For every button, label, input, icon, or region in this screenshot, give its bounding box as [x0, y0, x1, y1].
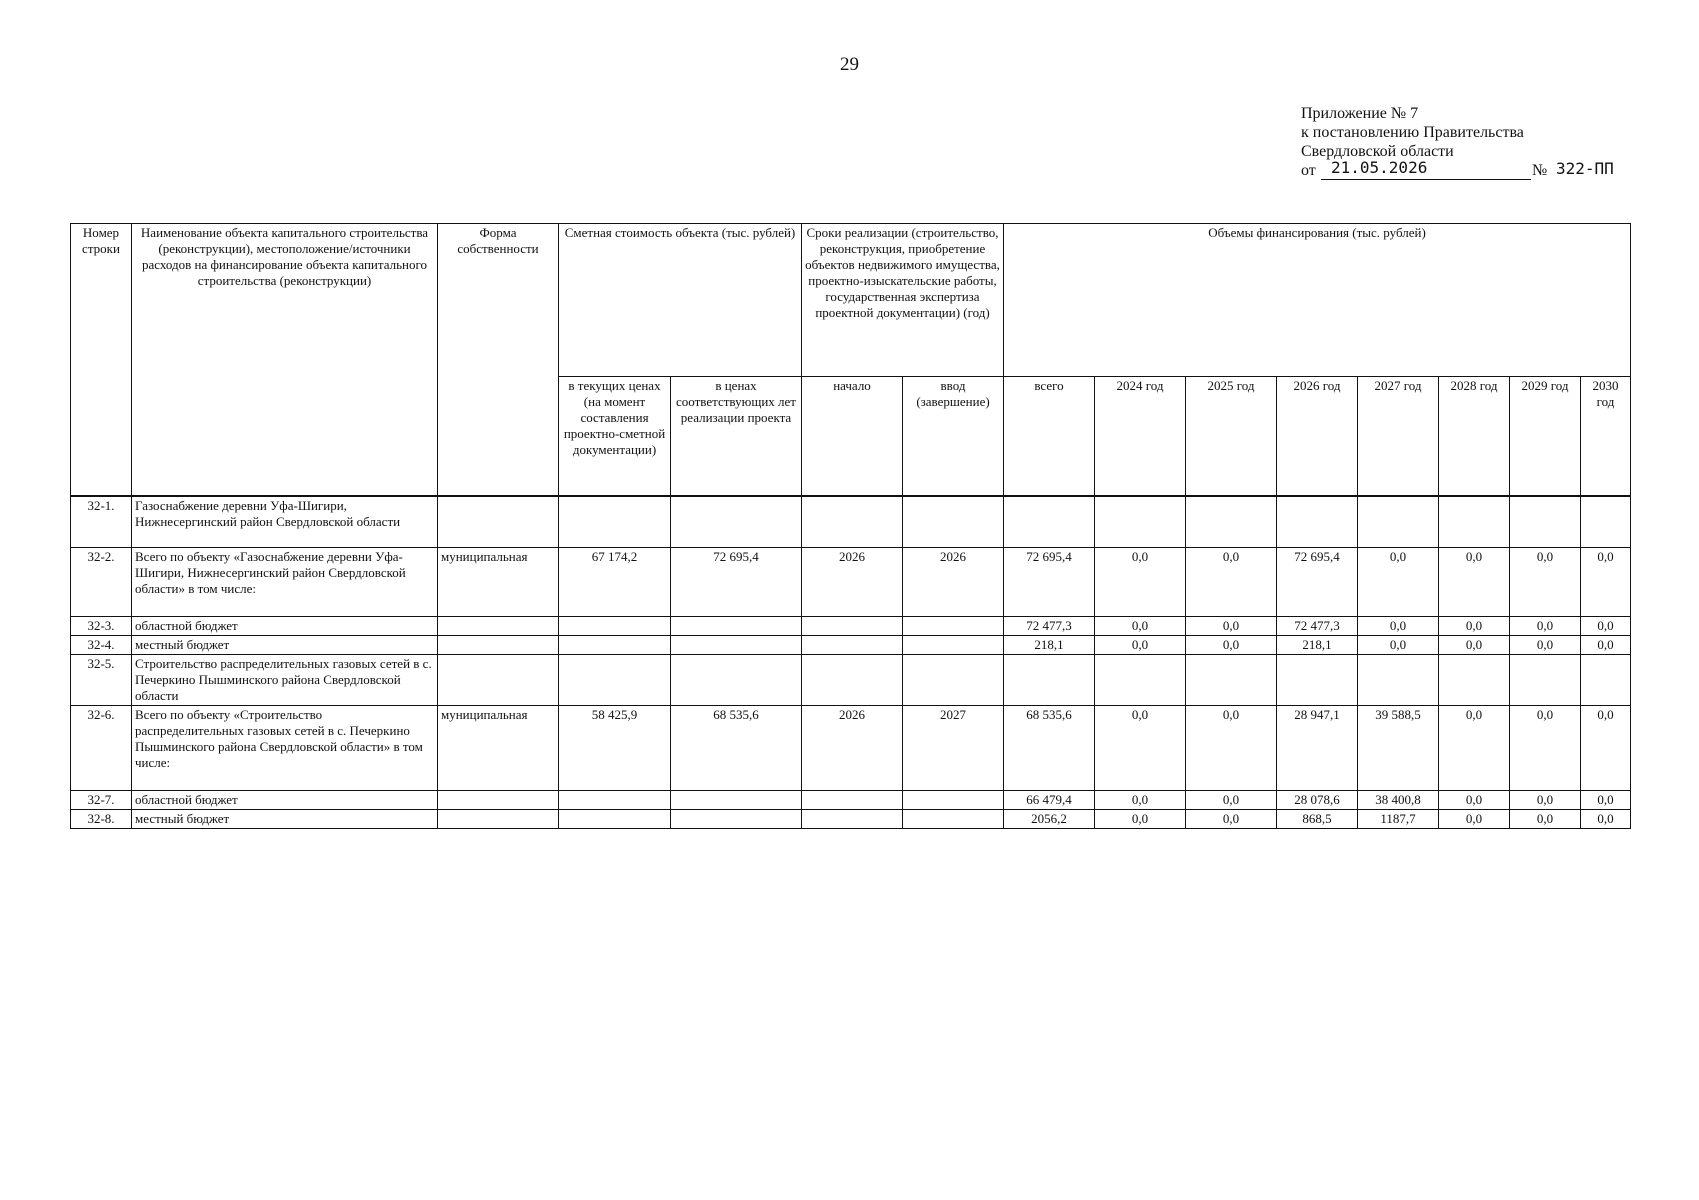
number-label: №: [1532, 162, 1548, 179]
cell-cost-current: [559, 617, 671, 636]
cell-start: 2026: [802, 548, 903, 617]
header-start: начало: [802, 377, 903, 497]
table-row: [71, 655, 1631, 706]
cell-cost-current: 67 174,2: [559, 548, 671, 617]
cell-ownership: [438, 617, 559, 636]
cell-cost-current: [559, 791, 671, 810]
cell-total: [1004, 655, 1095, 706]
cell-cost-project: 68 535,6: [671, 706, 802, 791]
cell-cost-project: [671, 496, 802, 548]
cell-y2025: 0,0: [1186, 810, 1277, 829]
table-row: [71, 548, 1631, 617]
cell-y2026: 72 695,4: [1277, 548, 1358, 617]
header-year-2030: 2030 год: [1581, 377, 1631, 497]
cell-y2027: 38 400,8: [1358, 791, 1439, 810]
cell-y2027: 0,0: [1358, 617, 1439, 636]
cell-cost-current: [559, 655, 671, 706]
header-project-prices: в ценах соответствующих лет реализации проекта: [671, 377, 802, 497]
cell-cost-project: [671, 810, 802, 829]
cell-y2029: 0,0: [1510, 548, 1581, 617]
cell-num: 32-2.: [71, 548, 132, 617]
cell-num: 32-1.: [71, 496, 132, 548]
header-year-2028: 2028 год: [1439, 377, 1510, 497]
header-object-name: Наименование объекта капитального строительства (реконструкции), местоположение/источники расходов на финансирование объекта капитального строительства (реконструкции): [132, 224, 438, 497]
cell-y2029: [1510, 655, 1581, 706]
cell-start: [802, 655, 903, 706]
cell-name: областной бюджет: [132, 791, 438, 810]
cell-y2024: [1095, 496, 1186, 548]
table-row: [71, 496, 1631, 548]
cell-y2027: 39 588,5: [1358, 706, 1439, 791]
cell-cost-project: [671, 636, 802, 655]
cell-y2028: 0,0: [1439, 636, 1510, 655]
cell-y2029: 0,0: [1510, 791, 1581, 810]
cell-y2024: 0,0: [1095, 636, 1186, 655]
cell-name: местный бюджет: [132, 636, 438, 655]
cell-y2028: 0,0: [1439, 791, 1510, 810]
cell-y2029: 0,0: [1510, 706, 1581, 791]
cell-end: [903, 655, 1004, 706]
cell-total: 2056,2: [1004, 810, 1095, 829]
header-year-2025: 2025 год: [1186, 377, 1277, 497]
cell-y2026: 868,5: [1277, 810, 1358, 829]
cell-start: [802, 791, 903, 810]
cell-num: 32-6.: [71, 706, 132, 791]
cell-num: 32-7.: [71, 791, 132, 810]
table-row: [71, 706, 1631, 791]
cell-num: 32-5.: [71, 655, 132, 706]
cell-y2028: [1439, 496, 1510, 548]
table-row: [71, 810, 1631, 829]
cell-y2030: [1581, 655, 1631, 706]
cell-y2029: [1510, 496, 1581, 548]
cell-y2026: [1277, 655, 1358, 706]
cell-num: 32-4.: [71, 636, 132, 655]
page-number: 29: [840, 54, 859, 75]
cell-total: 68 535,6: [1004, 706, 1095, 791]
cell-cost-project: [671, 617, 802, 636]
cell-total: 72 477,3: [1004, 617, 1095, 636]
cell-ownership: муниципальная: [438, 548, 559, 617]
cell-name: областной бюджет: [132, 617, 438, 636]
table-body: [71, 496, 1631, 829]
cell-y2029: 0,0: [1510, 810, 1581, 829]
cell-end: [903, 791, 1004, 810]
cell-y2028: 0,0: [1439, 548, 1510, 617]
cell-ownership: муниципальная: [438, 706, 559, 791]
cell-name: Всего по объекту «Строительство распределительных газовых сетей в с. Печеркино Пышминского района Свердловской области» в том числе:: [132, 706, 438, 791]
cell-y2030: 0,0: [1581, 791, 1631, 810]
cell-y2026: 72 477,3: [1277, 617, 1358, 636]
cell-start: [802, 810, 903, 829]
annex-line-region: Свердловской области: [1301, 143, 1454, 160]
header-row-number: Номер строки: [71, 224, 132, 497]
cell-y2026: 28 078,6: [1277, 791, 1358, 810]
cell-end: [903, 496, 1004, 548]
cell-ownership: [438, 636, 559, 655]
cell-cost-current: [559, 496, 671, 548]
cell-y2030: 0,0: [1581, 636, 1631, 655]
cell-y2030: 0,0: [1581, 706, 1631, 791]
resolution-date: 21.05.2026: [1331, 158, 1428, 177]
cell-y2028: 0,0: [1439, 706, 1510, 791]
cell-ownership: [438, 655, 559, 706]
cell-y2025: 0,0: [1186, 617, 1277, 636]
cell-y2028: [1439, 655, 1510, 706]
header-end: ввод (завершение): [903, 377, 1004, 497]
cell-name: Газоснабжение деревни Уфа-Шигири, Нижнесергинский район Свердловской области: [132, 496, 438, 548]
annex-date-number-row: [1301, 158, 1614, 181]
cell-ownership: [438, 810, 559, 829]
cell-cost-project: [671, 655, 802, 706]
cell-y2028: 0,0: [1439, 810, 1510, 829]
cell-y2030: 0,0: [1581, 810, 1631, 829]
header-estimated-cost: Сметная стоимость объекта (тыс. рублей): [559, 224, 802, 377]
cell-cost-current: 58 425,9: [559, 706, 671, 791]
cell-end: 2027: [903, 706, 1004, 791]
header-funding: Объемы финансирования (тыс. рублей): [1004, 224, 1631, 377]
annex-block: [1301, 104, 1614, 181]
cell-cost-project: [671, 791, 802, 810]
cell-y2027: 0,0: [1358, 548, 1439, 617]
cell-ownership: [438, 791, 559, 810]
cell-end: 2026: [903, 548, 1004, 617]
cell-start: [802, 636, 903, 655]
cell-y2025: 0,0: [1186, 706, 1277, 791]
header-total: всего: [1004, 377, 1095, 497]
cell-y2029: 0,0: [1510, 617, 1581, 636]
cell-name: Всего по объекту «Газоснабжение деревни Уфа-Шигири, Нижнесергинский район Свердловской области» в том числе:: [132, 548, 438, 617]
cell-y2024: 0,0: [1095, 706, 1186, 791]
table-row: [71, 791, 1631, 810]
header-terms: Сроки реализации (строительство, реконструкция, приобретение объектов недвижимого имущества, проектно-изыскательские работы, государственная экспертиза проектной документации) (год): [802, 224, 1004, 377]
cell-y2024: 0,0: [1095, 810, 1186, 829]
cell-y2025: 0,0: [1186, 791, 1277, 810]
header-current-prices: в текущих ценах (на момент составления проектно-сметной документации): [559, 377, 671, 497]
table-row: [71, 636, 1631, 655]
cell-name: местный бюджет: [132, 810, 438, 829]
cell-total: 66 479,4: [1004, 791, 1095, 810]
cell-y2024: 0,0: [1095, 548, 1186, 617]
cell-y2027: [1358, 655, 1439, 706]
cell-y2029: 0,0: [1510, 636, 1581, 655]
financing-table: [70, 223, 1631, 829]
table-row: [71, 617, 1631, 636]
cell-y2030: 0,0: [1581, 548, 1631, 617]
cell-y2025: [1186, 655, 1277, 706]
cell-cost-current: [559, 636, 671, 655]
cell-y2025: [1186, 496, 1277, 548]
cell-y2027: [1358, 496, 1439, 548]
header-year-2029: 2029 год: [1510, 377, 1581, 497]
cell-y2025: 0,0: [1186, 636, 1277, 655]
cell-y2030: 0,0: [1581, 617, 1631, 636]
cell-start: 2026: [802, 706, 903, 791]
from-label: от: [1301, 162, 1316, 179]
cell-num: 32-8.: [71, 810, 132, 829]
header-year-2026: 2026 год: [1277, 377, 1358, 497]
cell-y2026: [1277, 496, 1358, 548]
cell-end: [903, 636, 1004, 655]
cell-total: [1004, 496, 1095, 548]
cell-end: [903, 617, 1004, 636]
resolution-number: 322-ПП: [1556, 159, 1614, 178]
cell-y2024: 0,0: [1095, 791, 1186, 810]
cell-total: 72 695,4: [1004, 548, 1095, 617]
cell-y2026: 28 947,1: [1277, 706, 1358, 791]
header-year-2027: 2027 год: [1358, 377, 1439, 497]
header-year-2024: 2024 год: [1095, 377, 1186, 497]
cell-cost-current: [559, 810, 671, 829]
cell-start: [802, 496, 903, 548]
annex-line-resolution: к постановлению Правительства: [1301, 124, 1524, 141]
cell-total: 218,1: [1004, 636, 1095, 655]
cell-start: [802, 617, 903, 636]
annex-title: Приложение № 7: [1301, 105, 1419, 122]
header-ownership: Форма собственности: [438, 224, 559, 497]
cell-name: Строительство распределительных газовых сетей в с. Печеркино Пышминского района Свердловской области: [132, 655, 438, 706]
cell-y2030: [1581, 496, 1631, 548]
cell-num: 32-3.: [71, 617, 132, 636]
cell-y2025: 0,0: [1186, 548, 1277, 617]
cell-y2024: [1095, 655, 1186, 706]
cell-ownership: [438, 496, 559, 548]
cell-y2024: 0,0: [1095, 617, 1186, 636]
cell-y2027: 1187,7: [1358, 810, 1439, 829]
cell-end: [903, 810, 1004, 829]
cell-y2028: 0,0: [1439, 617, 1510, 636]
cell-y2027: 0,0: [1358, 636, 1439, 655]
cell-cost-project: 72 695,4: [671, 548, 802, 617]
cell-y2026: 218,1: [1277, 636, 1358, 655]
